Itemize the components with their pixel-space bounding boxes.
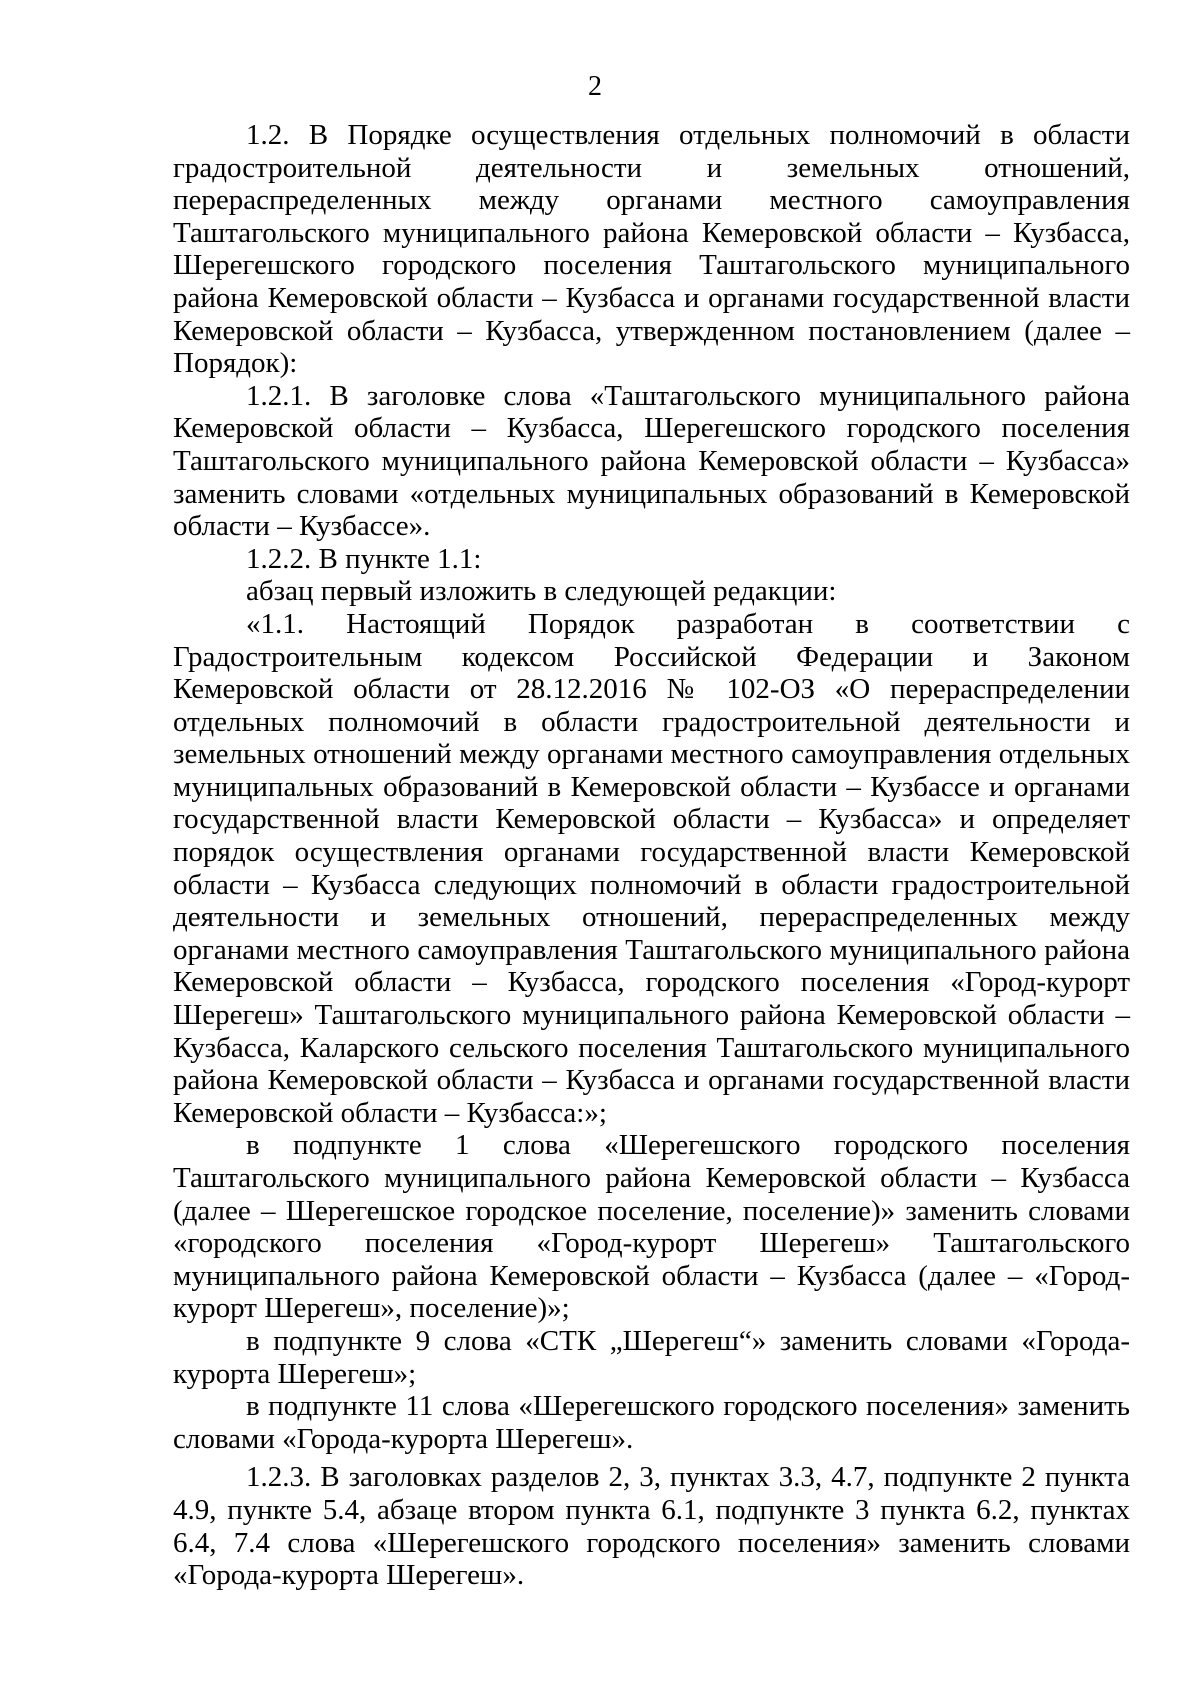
paragraph-subpoint-1: в подпункте 1 слова «Шерегешского городского поселения Таштагольского муниципального района Кемеровской области – Кузбасса (далее – Шерегешское городское поселение, поселение)» заменить словами «городского поселения «Город-курорт Шерегеш» Таштагольского муниципального района Кемеровской области – Кузбасса (далее – «Город-курорт Шерегеш», поселение)»; — [173, 1129, 1130, 1325]
page-number: 2 — [588, 71, 602, 102]
paragraph-1-2: 1.2. В Порядке осуществления отдельных полномочий в области градостроительной деятельности и земельных отношений, перераспределенных между органами местного самоуправления Таштагольского муниципального района Кемеровской области – Кузбасса, Шерегешского городского поселения Таштагольского муниципального района Кемеровской области – Кузбасса и органами государственной власти Кемеровской области – Кузбасса, утвержденном постановлением (далее – Порядок): — [173, 119, 1130, 380]
document-body — [173, 119, 1130, 1592]
paragraph-quote-1-1: «1.1. Настоящий Порядок разработан в соответствии с Градостроительным кодексом Российской Федерации и Законом Кемеровской области от 28.12.2016 № 102-ОЗ «О перераспределении отдельных полномочий в области градостроительной деятельности и земельных отношений между органами местного самоуправления отдельных муниципальных образований в Кемеровской области – Кузбассе и органами государственной власти Кемеровской области – Кузбасса» и определяет порядок осуществления органами государственной власти Кемеровской области – Кузбасса следующих полномочий в области градостроительной деятельности и земельных отношений, перераспределенных между органами местного самоуправления Таштагольского муниципального района Кемеровской области – Кузбасса, городского поселения «Город-курорт Шерегеш» Таштагольского муниципального района Кемеровской области – Кузбасса, Каларского сельского поселения Таштагольского муниципального района Кемеровской области – Кузбасса и органами государственной власти Кемеровской области – Кузбасса:»; — [173, 607, 1130, 1129]
paragraph-1-2-2: 1.2.2. В пункте 1.1: — [246, 542, 482, 575]
paragraph-subpoint-9: в подпункте 9 слова «СТК „Шерегеш“» заменить словами «Города-курорта Шерегеш»; — [173, 1324, 1130, 1390]
paragraph-1-2-1: 1.2.1. В заголовке слова «Таштагольского муниципального района Кемеровской области – Кузбасса, Шерегешского городского поселения Таштагольского муниципального района Кемеровской области – Кузбасса» заменить словами «отдельных муниципальных образований в Кемеровской области – Кузбассе». — [173, 379, 1130, 543]
paragraph-subpoint-11: в подпункте 11 слова «Шерегешского городского поселения» заменить словами «Города-курорта Шерегеш». — [173, 1390, 1130, 1455]
paragraph-first-abzac: абзац первый изложить в следующей редакции: — [246, 575, 837, 608]
paragraph-1-2-3: 1.2.3. В заголовках разделов 2, 3, пунктах 3.3, 4.7, подпункте 2 пункта 4.9, пункте 5.4, абзаце втором пункта 6.1, подпункте 3 пункта 6.2, пунктах 6.4, 7.4 слова «Шерегешского городского поселения» заменить словами «Города-курорта Шерегеш». — [173, 1461, 1130, 1592]
